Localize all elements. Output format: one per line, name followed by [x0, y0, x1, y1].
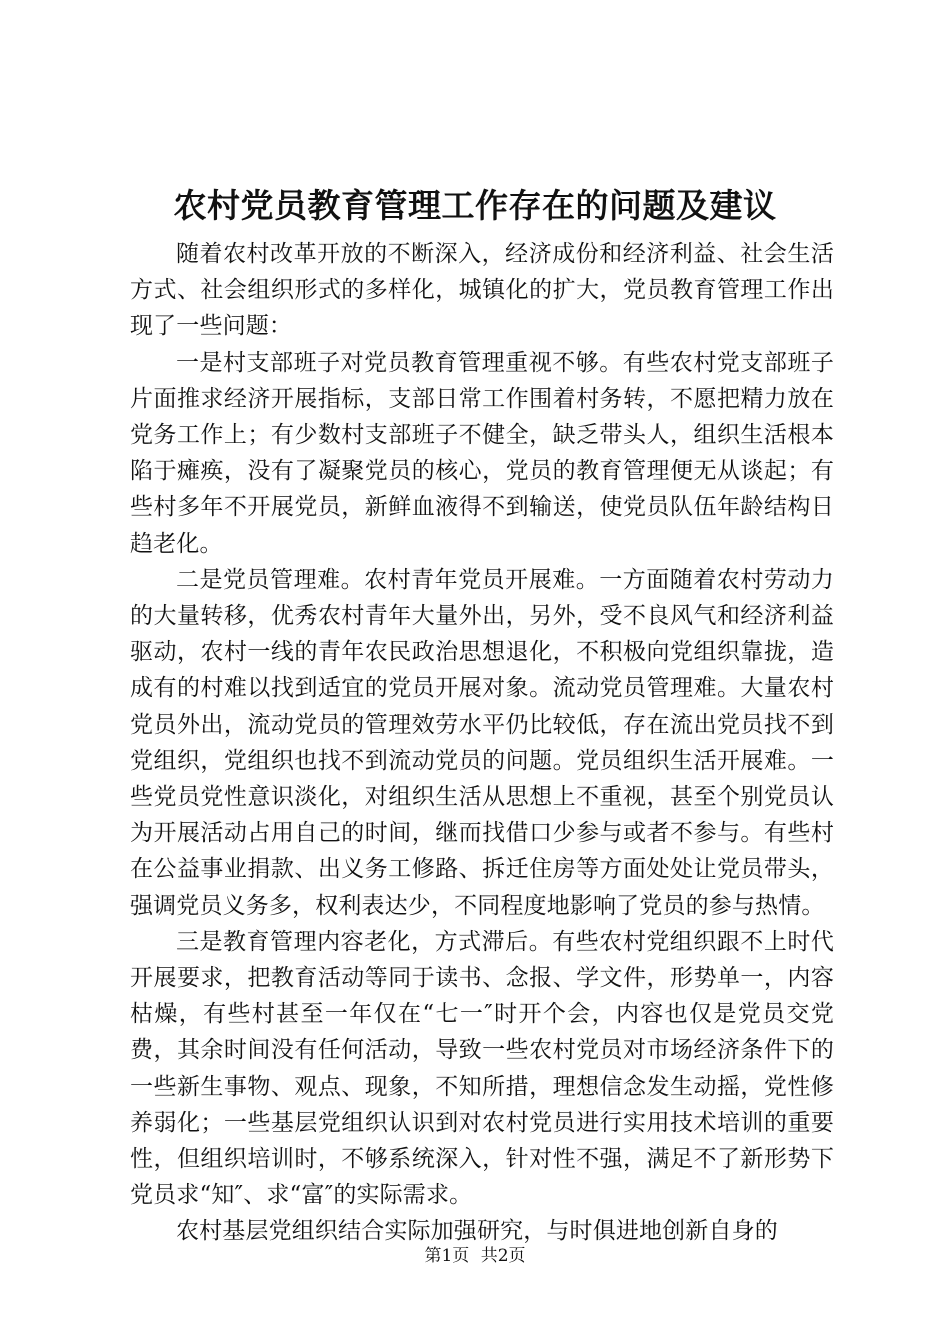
paragraph-continuation: 农村基层党组织结合实际加强研究，与时俱进地创新自身的 [176, 1218, 778, 1245]
page-footer [0, 1245, 950, 1267]
document-title: 农村党员教育管理工作存在的问题及建议 [173, 186, 777, 225]
page-number: 第1页 [424, 1246, 470, 1266]
paragraph-point-three: 三是教育管理内容老化，方式滞后。有些农村党组织跟不上时代开展要求，把教育活动等同于读书、念报、学文件，形势单一，内容枯燥，有些村甚至一年仅在“七一″时开个会，内容也仅是党员交党费，其余时间没有任何活动，导致一些农村党员对市场经济条件下的一些新生事物、观点、现象，不知所措，理想信念发生动摇，党性修养弱化；一些基层党组织认识到对农村党员进行实用技术培训的重要性，但组织培训时，不够系统深入，针对性不强，满足不了新形势下党员求“知″、求“富″的实际需求。 [130, 928, 834, 1209]
page-total: 共2页 [480, 1246, 526, 1266]
document-body [130, 236, 834, 1250]
paragraph-point-one: 一是村支部班子对党员教育管理重视不够。有些农村党支部班子片面推求经济开展指标，支部日常工作围着村务转，不愿把精力放在党务工作上；有少数村支部班子不健全，缺乏带头人，组织生活根本陷于瘫痪，没有了凝聚党员的核心，党员的教育管理便无从谈起；有些村多年不开展党员，新鲜血液得不到输送，使党员队伍年龄结构日趋老化。 [130, 349, 834, 557]
paragraph-point-two: 二是党员管理难。农村青年党员开展难。一方面随着农村劳动力的大量转移，优秀农村青年大量外出，另外，受不良风气和经济利益驱动，农村一线的青年农民政治思想退化，不积极向党组织靠拢，造成有的村难以找到适宜的党员开展对象。流动党员管理难。大量农村党员外出，流动党员的管理效劳水平仍比较低，存在流出党员找不到党组织，党组织也找不到流动党员的问题。党员组织生活开展难。一些党员党性意识淡化，对组织生活从思想上不重视，甚至个别党员认为开展活动占用自己的时间，继而找借口少参与或者不参与。有些村在公益事业捐款、出义务工修路、拆迁住房等方面处处让党员带头，强调党员义务多，权利表达少，不同程度地影响了党员的参与热情。 [130, 566, 834, 919]
paragraph-intro: 随着农村改革开放的不断深入，经济成份和经济利益、社会生活方式、社会组织形式的多样化，城镇化的扩大，党员教育管理工作出现了一些问题： [130, 241, 834, 340]
